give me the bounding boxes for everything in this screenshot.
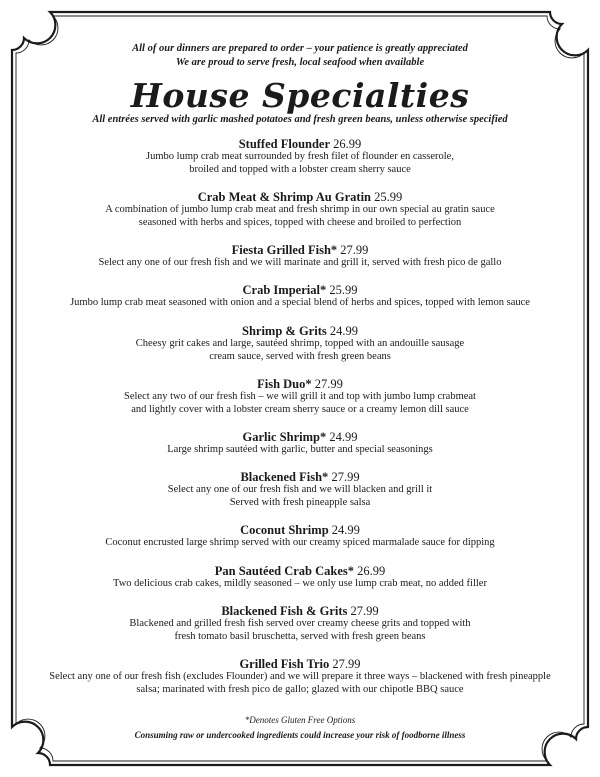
menu-item-fiesta-grilled-fish (40, 243, 560, 270)
menu-item-crab-imperial (40, 283, 560, 310)
item-desc: cream sauce, served with fresh green beans (209, 350, 391, 362)
item-desc: broiled and topped with a lobster cream sherry sauce (189, 163, 411, 175)
item-price: 27.99 (350, 603, 379, 618)
item-name: Shrimp & Grits (242, 323, 327, 338)
menu-item-stuffed-flounder (40, 137, 560, 177)
item-desc: Select any one of our fresh fish (excludes Flounder) and we will prepare it three ways – blackened with fresh pineapple (49, 671, 551, 683)
item-desc: Jumbo lump crab meat surrounded by fresh filet of flounder en casserole, (146, 151, 454, 162)
item-price: 26.99 (357, 563, 386, 578)
item-desc: Select any two of our fresh fish – we will grill it and top with jumbo lump crabmeat (124, 390, 476, 402)
item-name: Garlic Shrimp* (242, 429, 327, 444)
item-price: 27.99 (332, 657, 361, 672)
item-desc: salsa; marinated with fresh pico de gallo; glazed with our chipotle BBQ sauce (136, 683, 464, 695)
item-desc: Blackened and grilled fresh fish served over creamy cheese grits and topped with (129, 617, 471, 629)
item-desc: seasoned with herbs and spices, topped with cheese and broiled to perfection (138, 216, 462, 228)
intro-line-2: We are proud to serve fresh, local seafood when available (175, 57, 425, 68)
item-name: Fish Duo* (257, 376, 312, 391)
item-desc: Two delicious crab cakes, mildly seasoned – we only use lump crab meat, no added filler (113, 577, 487, 589)
item-name: Pan Sautéed Crab Cakes* (214, 563, 354, 578)
item-name: Blackened Fish* (240, 470, 329, 485)
menu-item-grilled-fish-trio (40, 657, 560, 697)
menu-content (40, 42, 560, 710)
menu-items (40, 137, 560, 697)
item-desc: Select any one of our fresh fish and we will marinate and grill it, served with fresh pico de gallo (98, 257, 502, 269)
item-name: Coconut Shrimp (240, 523, 329, 538)
item-price: 24.99 (329, 429, 358, 444)
page-title: House Specialties (130, 76, 470, 115)
item-price: 24.99 (331, 523, 360, 538)
menu-item-shrimp-grits (40, 324, 560, 364)
menu-item-blackened-fish (40, 470, 560, 510)
item-name: Crab Imperial* (242, 283, 327, 298)
intro-line-1: All of our dinners are prepared to order – your patience is greatly appreciated (132, 43, 468, 54)
food-safety-warning: Consuming raw or undercooked ingredients could increase your risk of foodborne illness (134, 730, 466, 740)
subtitle: All entrées served with garlic mashed potatoes and fresh green beans, unless otherwise specified (92, 114, 508, 125)
item-name: Fiesta Grilled Fish* (231, 243, 338, 258)
item-name: Stuffed Flounder (238, 137, 331, 151)
item-price: 27.99 (331, 470, 360, 485)
menu-item-pan-sauteed-crab-cakes (40, 564, 560, 591)
item-price: 25.99 (374, 190, 403, 205)
item-name: Crab Meat & Shrimp Au Gratin (197, 190, 371, 205)
item-desc: and lightly cover with a lobster cream sherry sauce or a creamy lemon dill sauce (131, 403, 469, 415)
item-desc: Cheesy grit cakes and large, sautéed shrimp, topped with an andouille sausage (135, 337, 465, 349)
menu-item-blackened-fish-grits (40, 604, 560, 644)
item-price: 24.99 (329, 323, 358, 338)
menu-item-fish-duo (40, 377, 560, 417)
gluten-free-footnote: *Denotes Gluten Free Options (244, 715, 356, 725)
item-desc: Select any one of our fresh fish and we will blacken and grill it (167, 484, 433, 496)
menu-item-coconut-shrimp (40, 523, 560, 550)
item-price: 27.99 (340, 243, 369, 258)
item-desc: Large shrimp sautéed with garlic, butter and special seasonings (167, 443, 433, 455)
item-name: Grilled Fish Trio (239, 657, 330, 672)
item-desc: Served with fresh pineapple salsa (229, 497, 371, 509)
item-desc: Coconut encrusted large shrimp served with our creamy spiced marmalade sauce for dipping (105, 537, 495, 549)
item-price: 27.99 (314, 376, 343, 391)
menu-item-garlic-shrimp (40, 430, 560, 457)
item-desc: Jumbo lump crab meat seasoned with onion and a special blend of herbs and spices, topped with lemon sauce (70, 297, 530, 309)
item-price: 26.99 (333, 137, 362, 151)
menu-item-crab-shrimp-au-gratin (40, 190, 560, 230)
item-desc: A combination of jumbo lump crab meat and fresh shrimp in our own special au gratin sauce (105, 204, 495, 216)
item-desc: fresh tomato basil bruschetta, served with fresh green beans (174, 630, 426, 642)
item-name: Blackened Fish & Grits (221, 603, 348, 618)
item-price: 25.99 (329, 283, 358, 298)
